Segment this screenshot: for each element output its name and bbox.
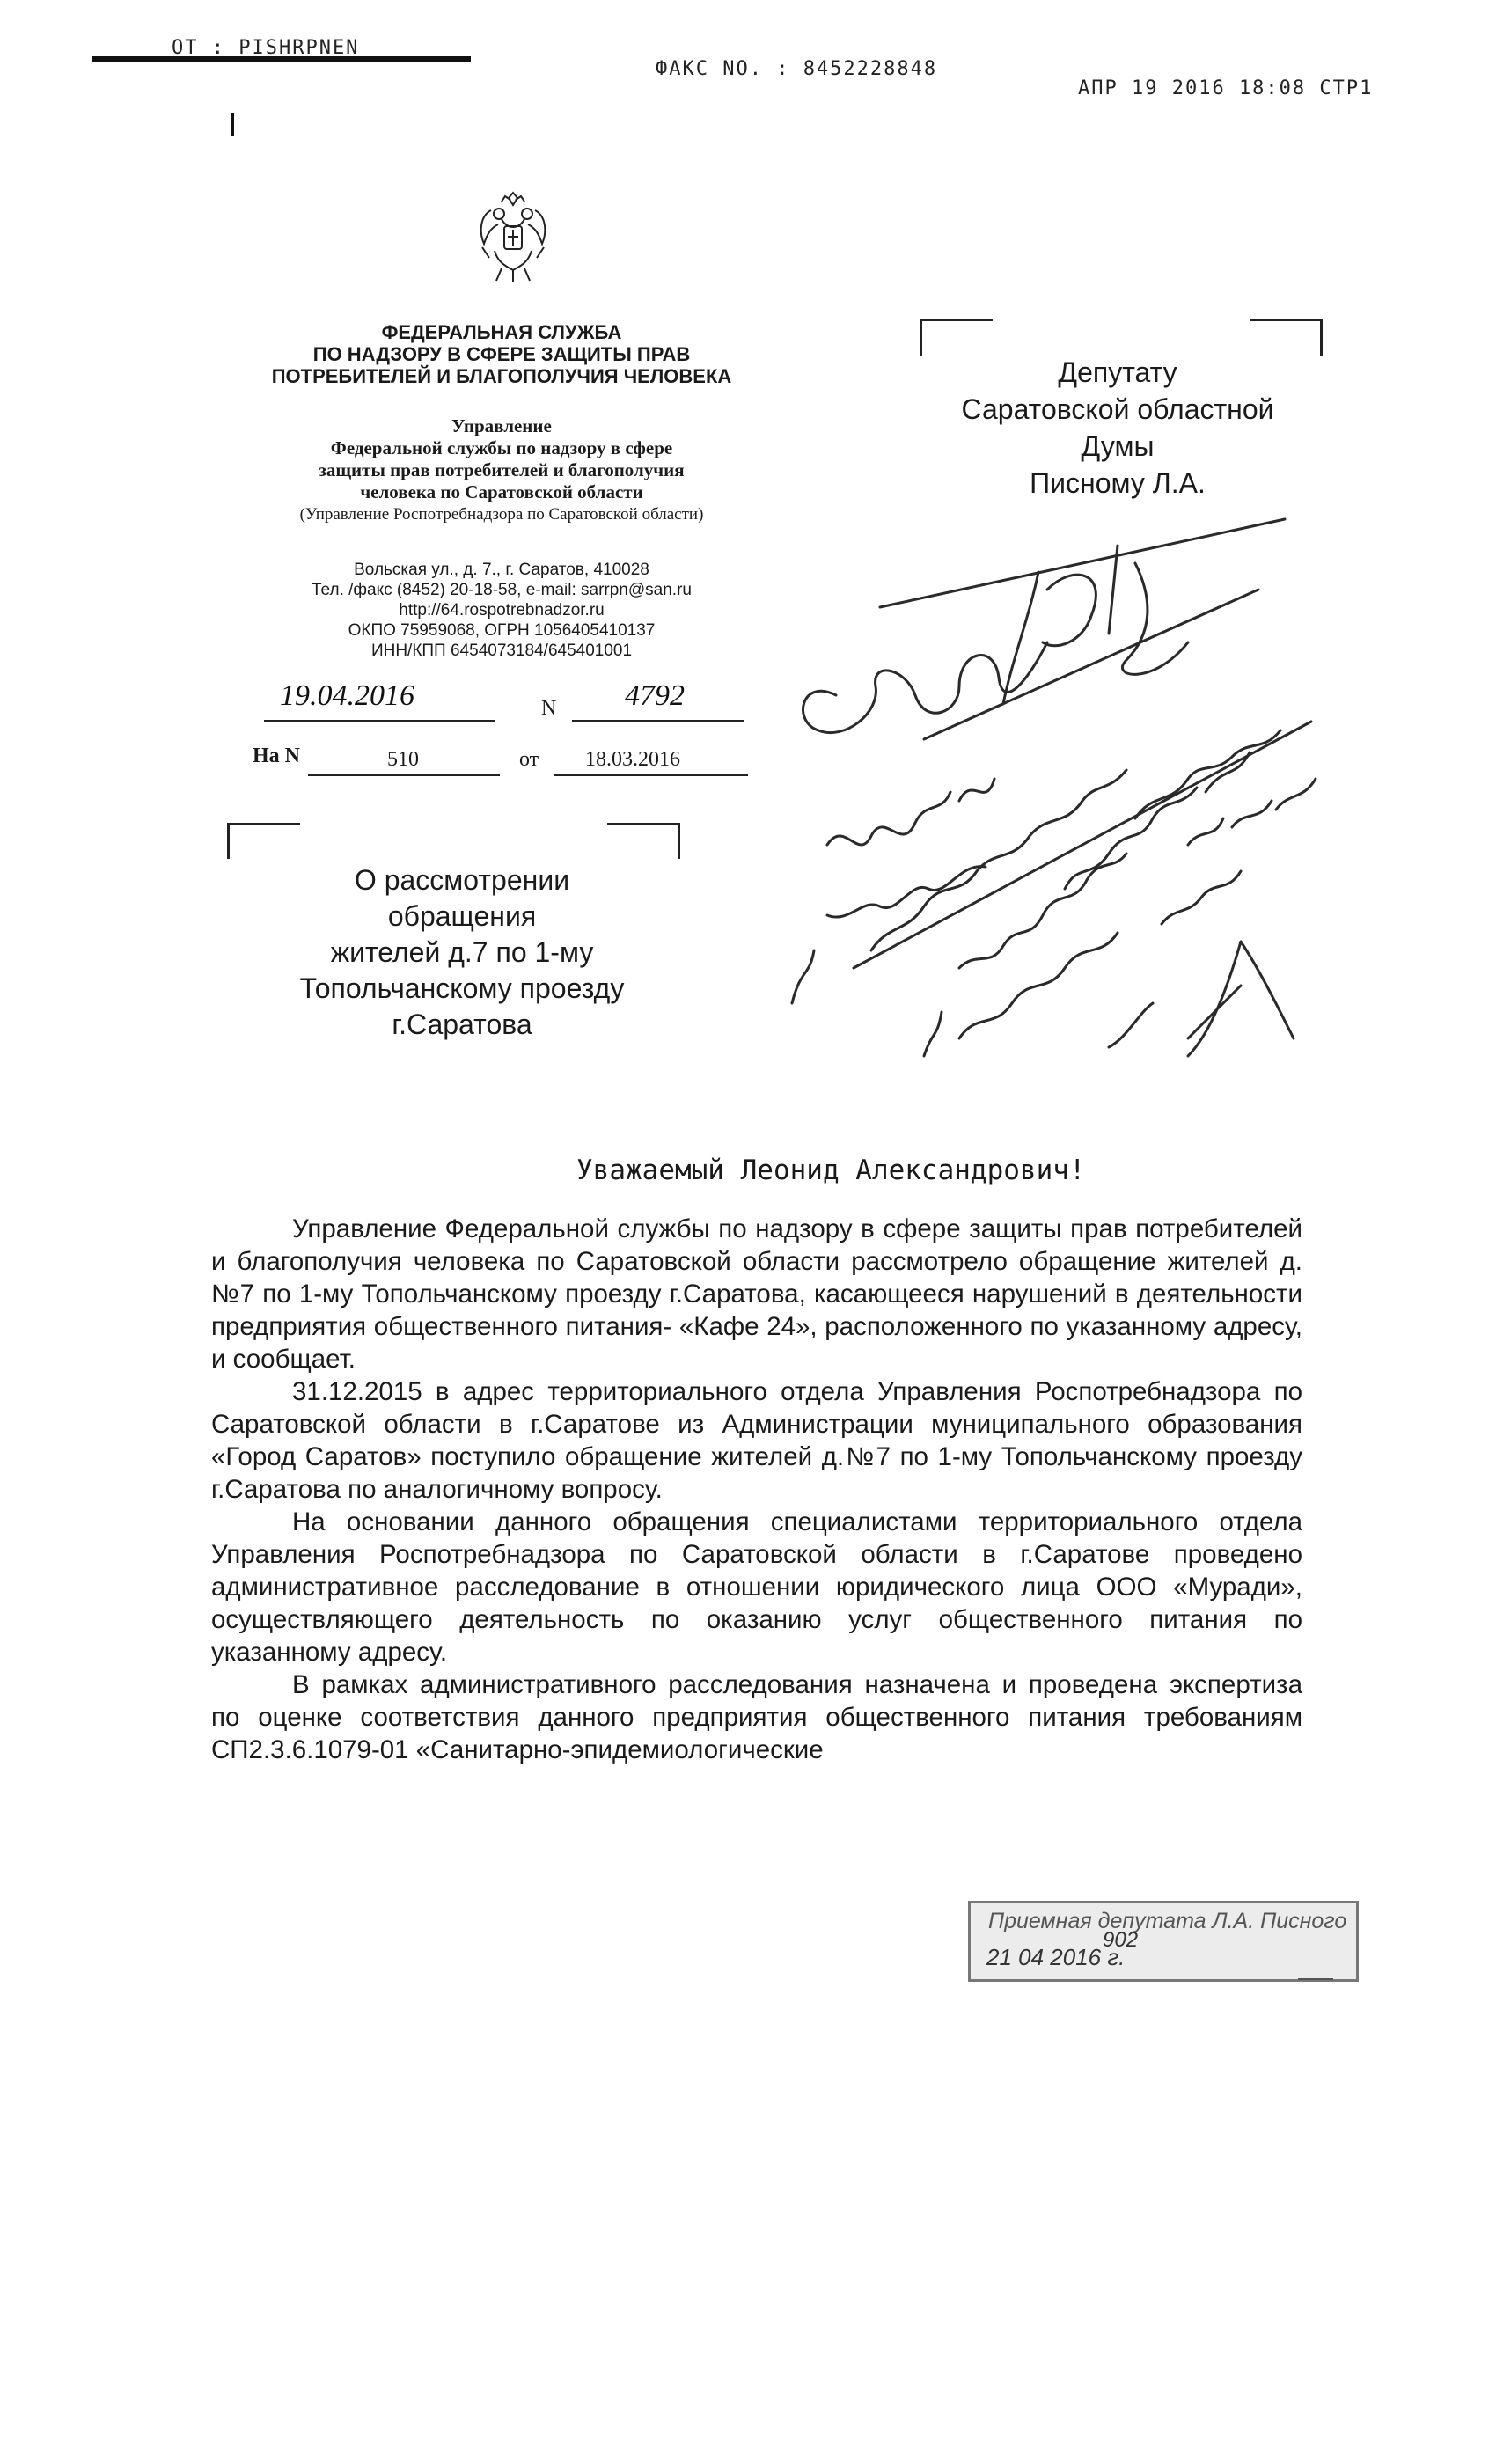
addressee-line: Депутату — [1058, 356, 1177, 388]
fax-sender-id: OT : PISHRPNEN — [172, 37, 360, 59]
subject-bracket-right — [607, 823, 680, 859]
subject-line: обращения — [387, 900, 537, 932]
body-paragraph: На основании данного обращения специалистами территориального отдела Управления Роспотребнадзора по Саратовской области в г.Саратове проведено административное расследование в отношении юридического лица ООО «Муради», осуществляющего деятельность по оказанию услуг общественного питания по указанному адресу. — [211, 1507, 1302, 1667]
department-line: человека по Саратовской области — [360, 481, 643, 502]
contact-website: http://64.rospotrebnadzor.ru — [399, 601, 605, 620]
department-line: Федеральной службы по надзору в сфере — [330, 437, 673, 458]
stamp-number: 902 — [1103, 1928, 1139, 1952]
salutation: Уважаемый Леонид Александрович! — [576, 1155, 1086, 1186]
contact-okpo-ogrn: ОКПО 75959068, ОГРН 1056405410137 — [348, 621, 656, 640]
body-paragraph: Управление Федеральной службы по надзору в сфере защиты прав потребителей и благополучия человека по Саратовской области рассмотрело обращение жителей д.№7 по 1-му Топольчанскому проезду г.Саратова, касающееся нарушений в деятельности предприятия общественного питания- «Кафе 24», расположенного по указанному адресу, и сообщает. — [211, 1214, 1302, 1374]
addressee-block — [933, 354, 1302, 502]
outgoing-number-handwritten: 4792 — [625, 679, 685, 712]
incoming-number-value: 510 — [387, 748, 419, 771]
stamp-initials — [1298, 1978, 1333, 1980]
subject-line: Топольчанскому проезду — [299, 972, 625, 1004]
outgoing-date-underline — [264, 720, 495, 722]
incoming-date-label: от — [519, 748, 539, 771]
subject-line: О рассмотрении — [354, 864, 570, 896]
subject-block — [255, 862, 669, 1043]
addressee-bracket-left — [920, 319, 993, 356]
fax-tick-mark — [231, 113, 234, 136]
department-heading: Управление — [451, 415, 552, 436]
stamp-title: Приемная депутата Л.А. Писного — [988, 1909, 1347, 1933]
letter-body — [211, 1213, 1302, 1766]
contact-address: Вольская ул., д. 7., г. Саратов, 410028 — [354, 561, 649, 579]
agency-line: ФЕДЕРАЛЬНАЯ СЛУЖБА — [381, 321, 622, 343]
fax-number: ФАКС NO. : 8452228848 — [656, 58, 938, 80]
agency-line: ПОТРЕБИТЕЛЕЙ И БЛАГОПОЛУЧИЯ ЧЕЛОВЕКА — [271, 365, 732, 387]
agency-name — [220, 321, 783, 387]
addressee-bracket-right — [1250, 319, 1323, 356]
subject-bracket-left — [227, 823, 300, 859]
department-short-name: (Управление Роспотребнадзора по Саратовской области) — [299, 505, 704, 524]
department-name — [220, 415, 783, 525]
addressee-line: Думы — [1081, 430, 1155, 462]
stamp-date: 21 04 2016 г. — [986, 1944, 1126, 1970]
fax-timestamp: АПР 19 2016 18:08 СТР1 — [1078, 77, 1374, 99]
addressee-line: Саратовской областной — [961, 393, 1274, 425]
incoming-date-value: 18.03.2016 — [585, 748, 680, 771]
body-paragraph: В рамках административного расследования назначена и проведена экспертиза по оценке соответствия данного предприятия общественного питания требованиям СП2.3.6.1079-01 «Санитарно-эпидемиологические — [211, 1670, 1302, 1764]
subject-line: г.Саратова — [392, 1008, 532, 1040]
incoming-number-underline — [308, 774, 500, 776]
addressee-line: Писному Л.А. — [1030, 467, 1206, 499]
body-paragraph: 31.12.2015 в адрес территориального отдела Управления Роспотребнадзора по Саратовской области в г.Саратове из Администрации муниципального образования «Город Саратов» поступило обращение жителей д.№7 по 1-му Топольчанскому проезду г.Саратова по аналогичному вопросу. — [211, 1377, 1302, 1504]
contact-phone-email: Тел. /факс (8452) 20-18-58, e-mail: sarrpn@san.ru — [312, 581, 692, 599]
agency-line: ПО НАДЗОРУ В СФЕРЕ ЗАЩИТЫ ПРАВ — [312, 343, 691, 365]
contact-inn-kpp: ИНН/КПП 6454073184/645401001 — [370, 642, 633, 660]
subject-line: жителей д.7 по 1-му — [330, 936, 594, 968]
number-label: N — [541, 697, 557, 720]
double-headed-eagle-emblem-icon — [475, 189, 551, 286]
handwritten-resolution-scribble — [695, 510, 1346, 1126]
reception-stamp — [968, 1901, 1359, 1982]
incoming-number-label: На N — [253, 744, 300, 767]
department-line: защиты прав потребителей и благополучия — [319, 459, 685, 480]
outgoing-date-handwritten: 19.04.2016 — [280, 679, 414, 712]
